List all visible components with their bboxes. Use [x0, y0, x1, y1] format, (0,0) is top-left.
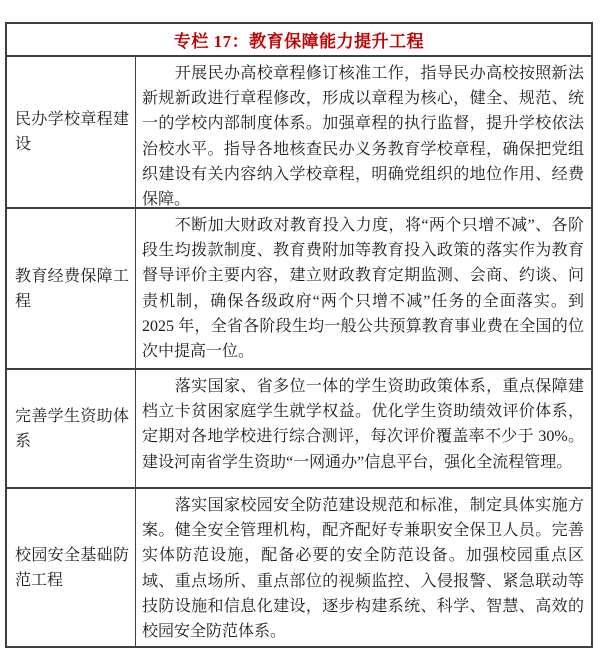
row-content: 不断加大财政对教育投入力度，将“两个只增不减”、各阶段生均拨款制度、教育费附加等教育投入政策的落实作为教育督导评价主要内容，建立财政教育定期监测、会商、约谈、问责机制，确保各级政府“两个只增不减”任务的全面落实。到 2025 年，全省各阶段生均一般公共预算教育事业费在全国的位次中提高一位。: [142, 217, 584, 361]
table-row-student-aid: [7, 370, 591, 489]
table-row-private-school-charter: [7, 57, 591, 209]
row-label: 教育经费保障工程: [15, 267, 129, 310]
table-title: 专栏 17：教育保障能力提升工程: [173, 32, 425, 51]
row-content: 落实国家校园安全防范建设规范和标准，制定具体实施方案。健全安全管理机构，配齐配好专兼职安全保卫人员。完善实体防范设施，配备必要的安全防范设备。加强校园重点区域、重点场所、重点部位的视频监控、入侵报警、紧急联动等技防设施和信息化建设，逐步构建系统、科学、智慧、高效的校园安全防范体系。: [142, 497, 584, 641]
row-label-cell: [7, 370, 136, 487]
row-label-cell: [7, 57, 136, 207]
row-label: 校园安全基础防范工程: [15, 546, 129, 589]
row-label-cell: [7, 489, 136, 646]
row-label-cell: [7, 209, 136, 368]
special-column-table: [5, 22, 593, 648]
row-content: 落实国家、省多位一体的学生资助政策体系，重点保障建档立卡贫困家庭学生就学权益。优化学生资助绩效评价体系，定期对各地学校进行综合测评，每次评价覆盖率不少于 30%。建设河南省学生资助“一网通办”信息平台，强化全流程管理。: [142, 378, 584, 471]
row-label: 民办学校章程建设: [15, 111, 129, 153]
table-row-campus-safety: [7, 489, 591, 646]
table-row-education-funding: [7, 209, 591, 370]
row-content: 开展民办高校章程修订核准工作，指导民办高校按照新法新规新政进行章程修改，形成以章程为核心，健全、规范、统一的学校内部制度体系。加强章程的执行监督，提升学校依法治校水平。指导各地核查民办义务教育学校章程，确保把党组织建设有关内容纳入学校章程，明确党组织的地位作用、经费保障。: [142, 65, 584, 209]
row-label: 完善学生资助体系: [15, 407, 129, 450]
table-title-row: [7, 24, 591, 57]
